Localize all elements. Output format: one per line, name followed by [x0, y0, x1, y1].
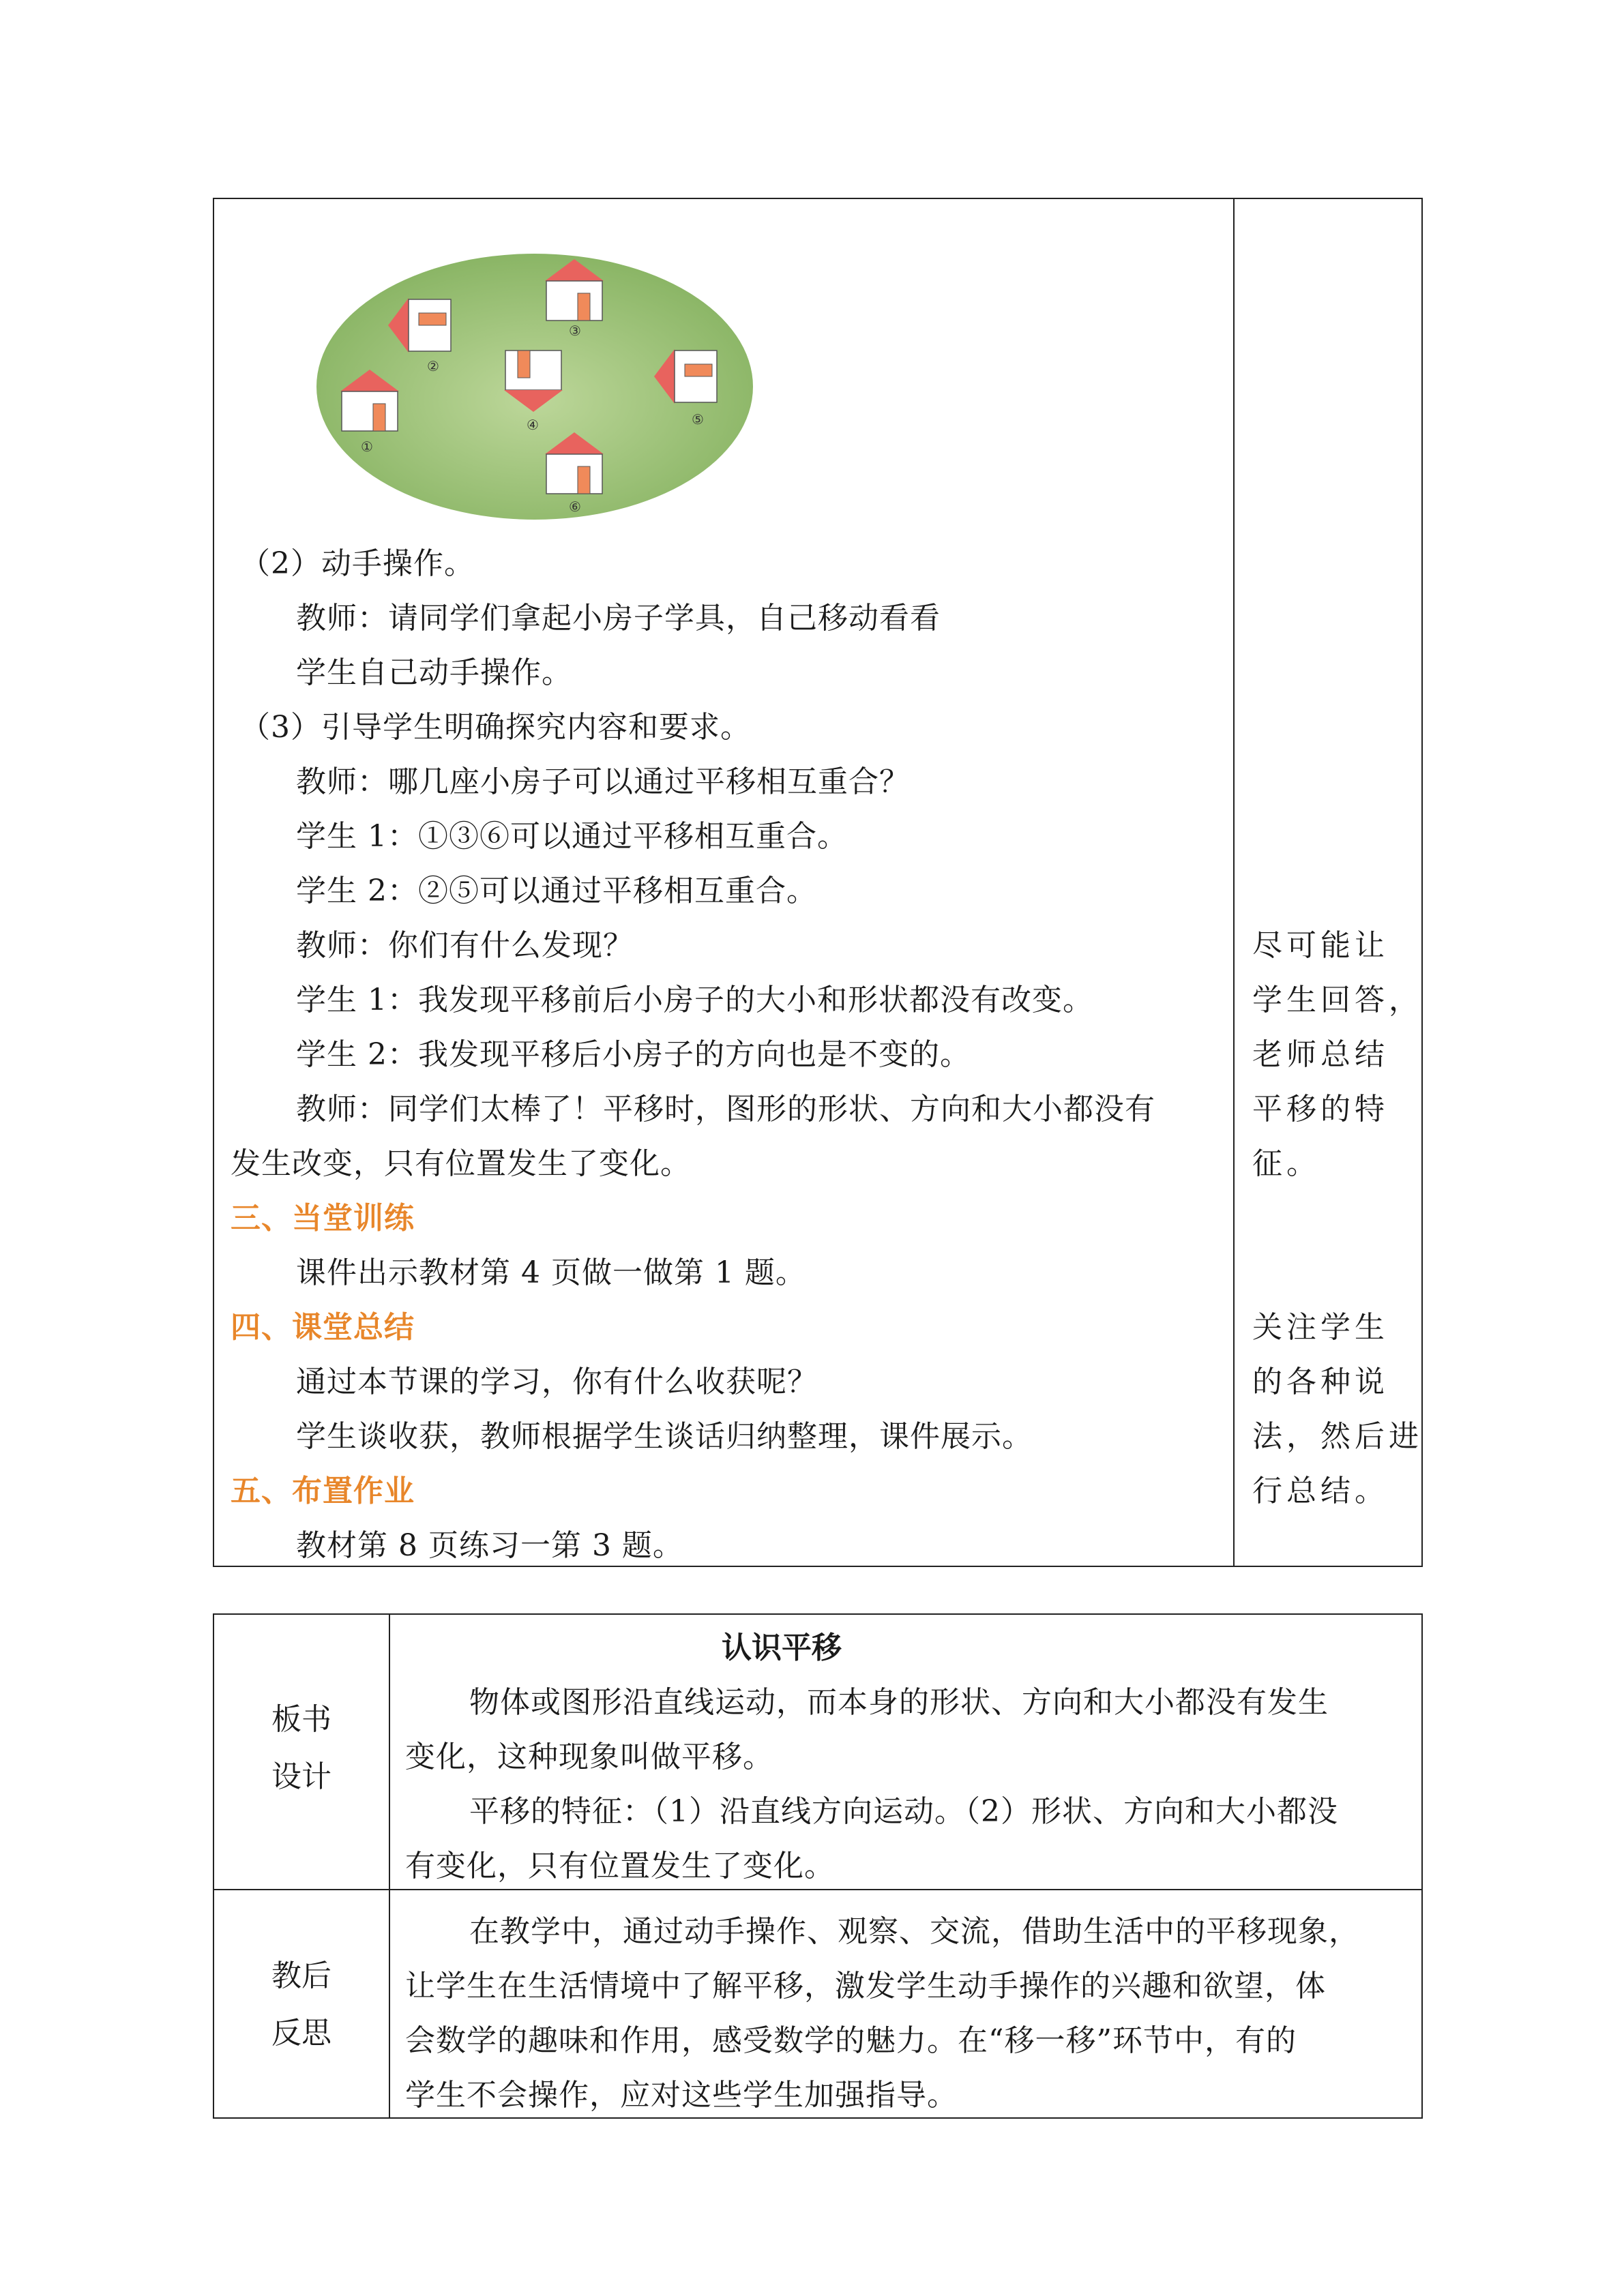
lesson-line: 教师：你们有什么发现？: [296, 928, 634, 963]
board-reflection-table: [213, 1613, 1423, 2119]
side-note-line: 平移的特: [1252, 1092, 1389, 1127]
lesson-line: （2）动手操作。: [240, 546, 475, 581]
reflection-line: 会数学的趣味和作用，感受数学的魅力。在“移一移”环节中，有的: [405, 2023, 1297, 2058]
lesson-line: 学生谈收获，教师根据学生谈话归纳整理，课件展示。: [296, 1419, 1033, 1454]
reflection-line: 学生不会操作，应对这些学生加强指导。: [405, 2078, 958, 2113]
board-line: 变化，这种现象叫做平移。: [405, 1740, 773, 1774]
side-note-line: 老师总结: [1252, 1037, 1389, 1072]
side-note-line: 学生回答，: [1252, 983, 1423, 1017]
lesson-line: 教师：哪几座小房子可以通过平移相互重合？: [296, 764, 910, 799]
side-note-line: 征。: [1252, 1146, 1320, 1181]
lesson-line: 学生 1：我发现平移前后小房子的大小和形状都没有改变。: [296, 983, 1093, 1017]
lesson-line: 发生改变，只有位置发生了变化。: [231, 1146, 691, 1181]
house-3-label: ③: [569, 323, 581, 339]
houses-illustration: [296, 254, 773, 526]
lesson-line: 课件出示教材第 4 页做一做第 1 题。: [296, 1255, 806, 1290]
house-2-label: ②: [427, 358, 439, 374]
lesson-line: 学生 2：我发现平移后小房子的方向也是不变的。: [296, 1037, 971, 1072]
reflection-line: 让学生在生活情境中了解平移，激发学生动手操作的兴趣和欲望，体: [405, 1969, 1326, 2003]
side-note-line: 关注学生: [1252, 1310, 1389, 1345]
lesson-line: 学生自己动手操作。: [296, 655, 572, 690]
label-column-divider: [389, 1615, 390, 2117]
board-line: 物体或图形沿直线运动，而本身的形状、方向和大小都没有发生: [469, 1685, 1329, 1720]
side-note-line: 的各种说: [1252, 1365, 1389, 1399]
reflection-line: 在教学中，通过动手操作、观察、交流，借助生活中的平移现象，: [469, 1914, 1359, 1949]
lesson-table: [213, 198, 1423, 1567]
lesson-line: 教师：请同学们拿起小房子学具，自己移动看看: [296, 601, 941, 636]
lesson-line: 教材第 8 页练习一第 3 题。: [296, 1528, 683, 1563]
lesson-line: 学生 1：①③⑥可以通过平移相互重合。: [296, 819, 848, 854]
side-note-line: 法，然后进: [1252, 1419, 1423, 1454]
column-divider: [1233, 199, 1235, 1566]
house-6-label: ⑥: [569, 498, 581, 515]
house-4-label: ④: [527, 417, 539, 433]
board-title: 认识平移: [722, 1630, 842, 1665]
section-heading-homework: 五、布置作业: [231, 1474, 415, 1508]
row-divider: [214, 1889, 1421, 1890]
lesson-line: 学生 2：②⑤可以通过平移相互重合。: [296, 874, 817, 908]
lesson-line: 通过本节课的学习，你有什么收获呢？: [296, 1365, 818, 1399]
side-note-line: 行总结。: [1252, 1474, 1389, 1508]
lesson-line: 教师：同学们太棒了！平移时，图形的形状、方向和大小都没有: [296, 1092, 1155, 1127]
house-5-label: ⑤: [692, 411, 704, 428]
board-line: 平移的特征：（1）沿直线方向运动。（2）形状、方向和大小都没: [469, 1794, 1338, 1829]
side-note-line: 尽可能让: [1252, 928, 1389, 963]
house-1-label: ①: [361, 438, 373, 455]
reflection-label: 教后 反思: [271, 1958, 331, 2051]
board-line: 有变化，只有位置发生了变化。: [405, 1849, 835, 1883]
section-heading-practice: 三、当堂训练: [231, 1201, 415, 1236]
section-heading-summary: 四、课堂总结: [231, 1310, 415, 1345]
lesson-line: （3）引导学生明确探究内容和要求。: [240, 710, 751, 745]
board-label: 板书 设计: [271, 1702, 331, 1794]
